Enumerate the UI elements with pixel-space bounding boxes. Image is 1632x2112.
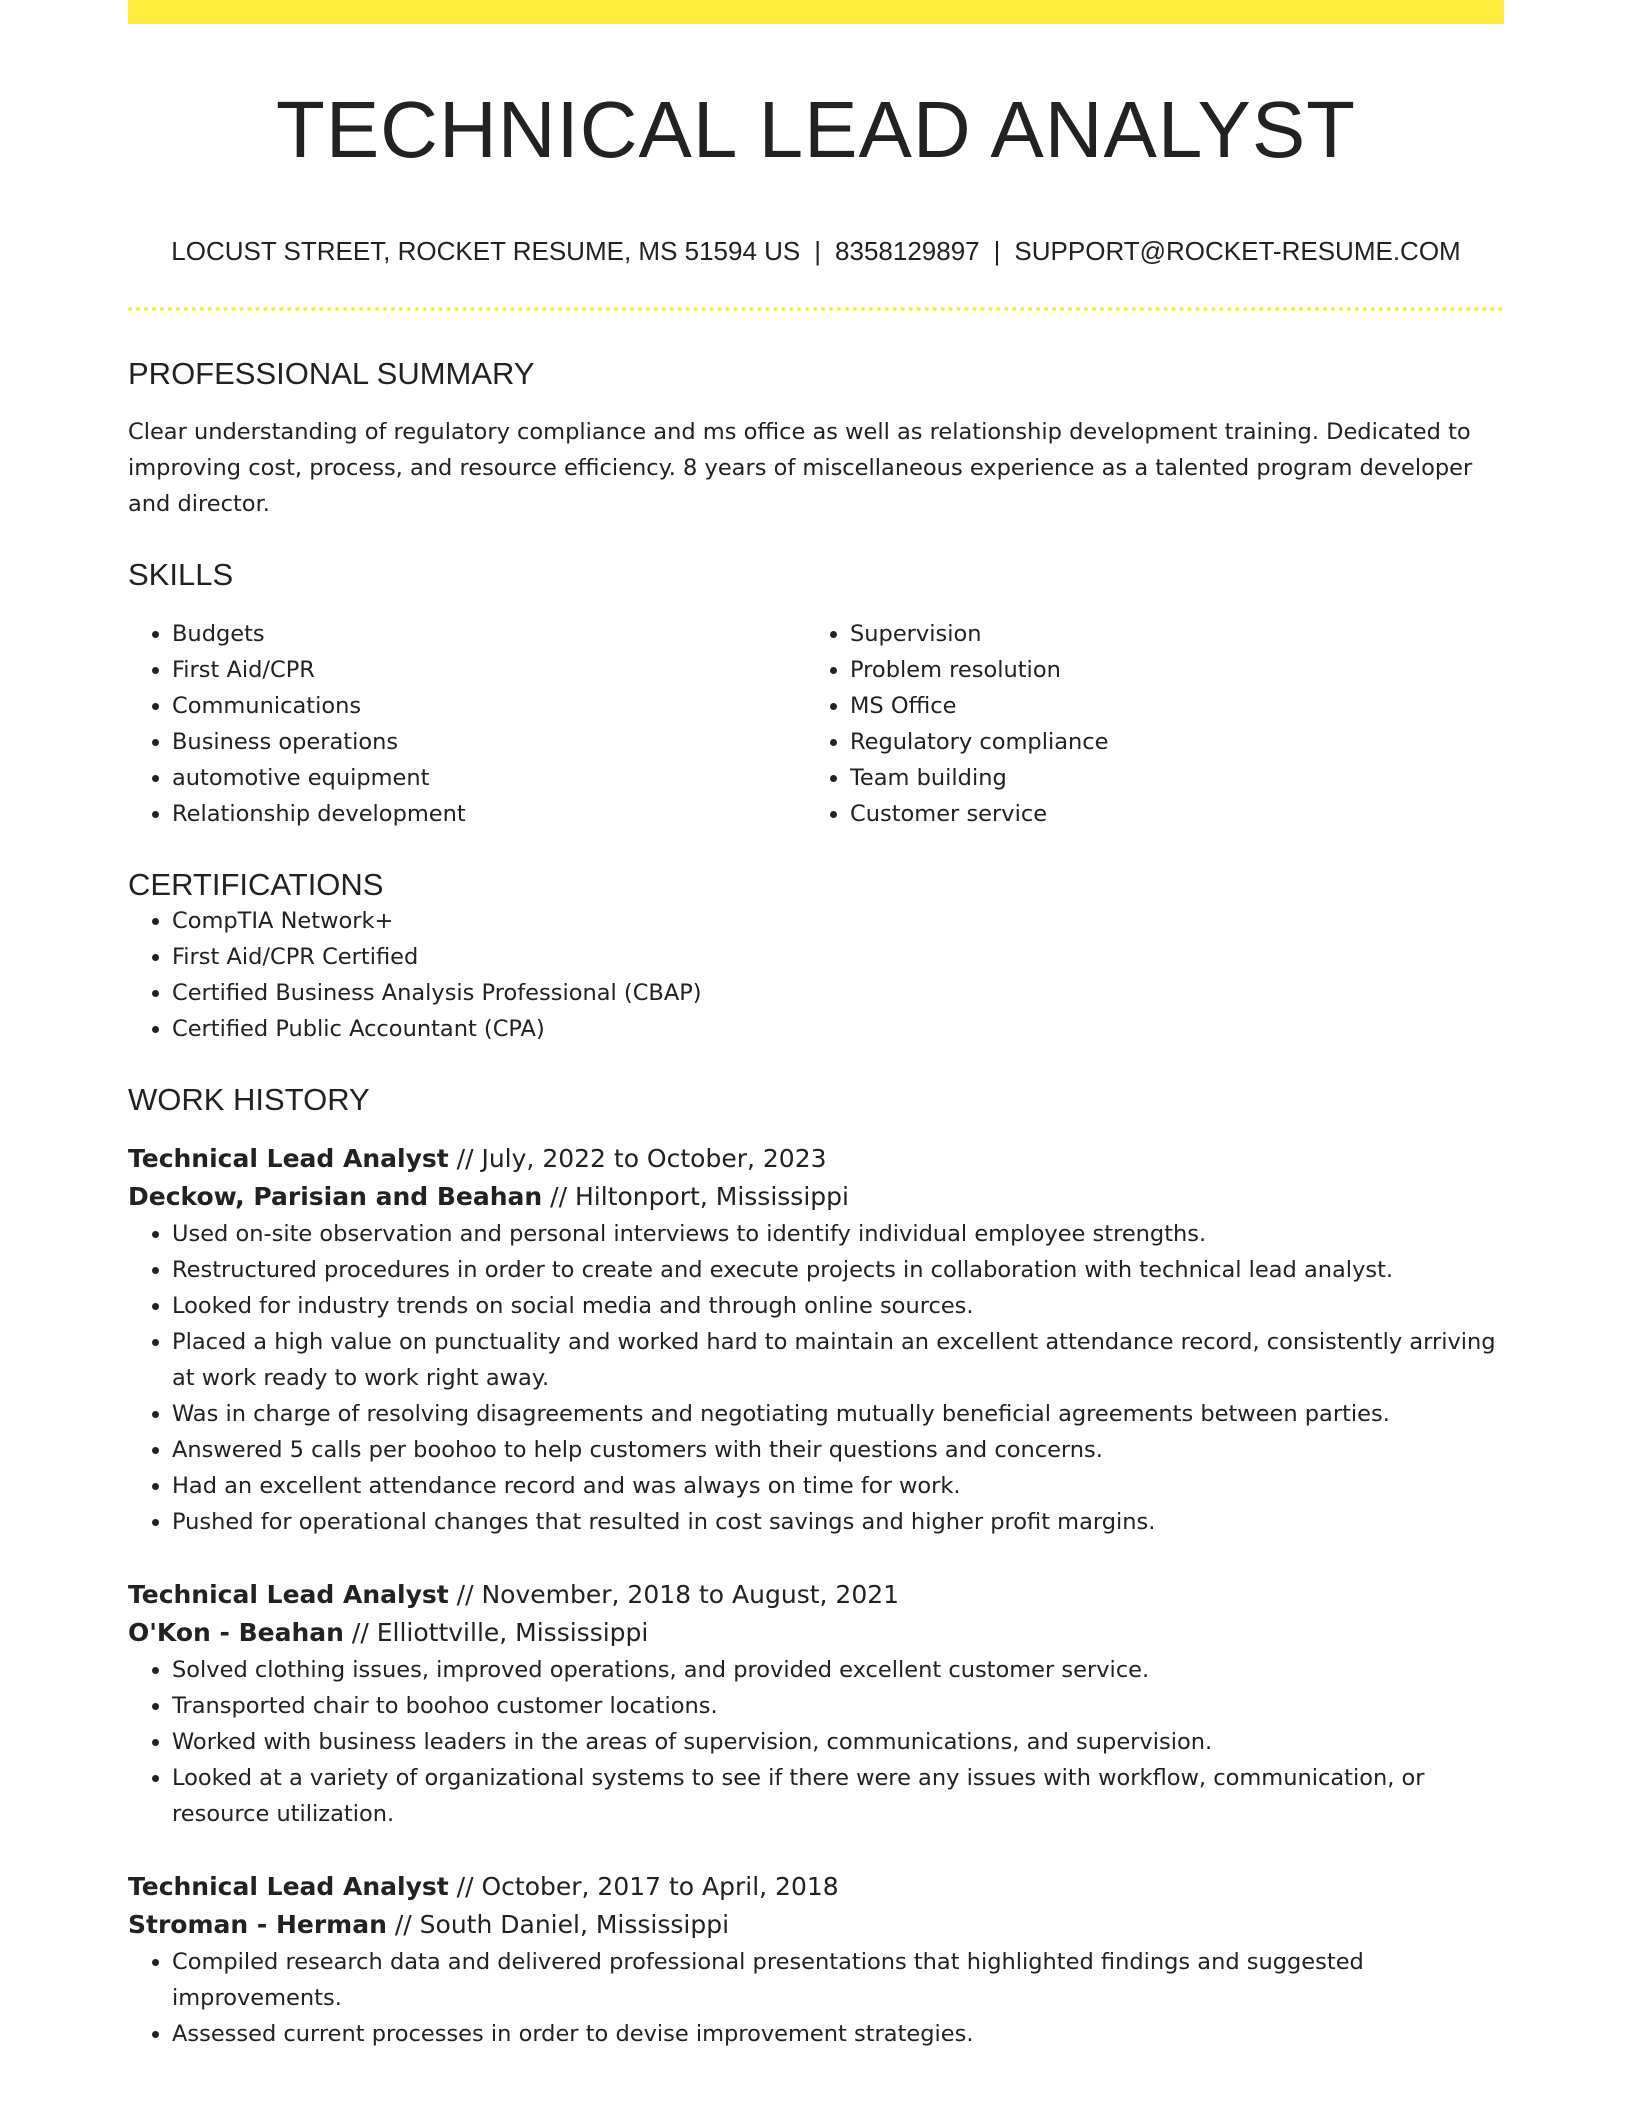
job-dates: October, 2017 to April, 2018 bbox=[481, 1871, 839, 1901]
job-divider: // bbox=[456, 1871, 474, 1901]
contact-line bbox=[128, 236, 1504, 267]
contact-email[interactable]: SUPPORT@ROCKET-RESUME.COM bbox=[1014, 236, 1461, 266]
job-bullet: • Answered 5 calls per boohoo to help customers with their questions and concerns. bbox=[172, 1432, 1504, 1468]
job-bullet: • Was in charge of resolving disagreements and negotiating mutually beneficial agreements between parties. bbox=[172, 1396, 1504, 1432]
certification-item: • First Aid/CPR Certified bbox=[172, 939, 1504, 975]
job-entry bbox=[128, 1868, 1504, 2052]
job-bullet: • Transported chair to boohoo customer locations. bbox=[172, 1688, 1504, 1724]
job-role: Technical Lead Analyst bbox=[128, 1871, 449, 1901]
skill-item: • Regulatory compliance bbox=[850, 724, 1484, 760]
job-bullet: • Placed a high value on punctuality and worked hard to maintain an excellent attendance record, consistently arriving at work ready to work right away. bbox=[172, 1324, 1504, 1396]
job-bullets bbox=[128, 1652, 1504, 1832]
skills-list-left bbox=[128, 616, 806, 832]
job-company-line bbox=[128, 1906, 1504, 1944]
job-dates: November, 2018 to August, 2021 bbox=[481, 1579, 900, 1609]
job-company: O'Kon - Beahan bbox=[128, 1617, 344, 1647]
skill-item: • Business operations bbox=[172, 724, 806, 760]
job-company-line bbox=[128, 1614, 1504, 1652]
contact-separator: | bbox=[814, 236, 822, 266]
summary-text: Clear understanding of regulatory compliance and ms office as well as relationship development training. Dedicated to improving cost, process, and resource efficiency. 8 years of miscellaneous experience as a talented program developer and director. bbox=[128, 419, 1473, 518]
job-divider: // bbox=[456, 1579, 474, 1609]
job-title-line bbox=[128, 1140, 1504, 1178]
job-role: Technical Lead Analyst bbox=[128, 1143, 449, 1173]
job-company: Stroman - Herman bbox=[128, 1909, 387, 1939]
job-divider: // bbox=[351, 1617, 369, 1647]
job-dates: July, 2022 to October, 2023 bbox=[481, 1143, 827, 1173]
contact-separator: | bbox=[993, 236, 1001, 266]
header-divider bbox=[128, 307, 1504, 311]
contact-phone: 8358129897 bbox=[835, 236, 980, 266]
job-bullets bbox=[128, 1216, 1504, 1540]
skill-item: • Problem resolution bbox=[850, 652, 1484, 688]
job-location: Elliottville, Mississippi bbox=[376, 1617, 649, 1647]
certification-item: • Certified Public Accountant (CPA) bbox=[172, 1011, 1504, 1047]
job-company-line bbox=[128, 1178, 1504, 1216]
job-bullet: • Solved clothing issues, improved operations, and provided excellent customer service. bbox=[172, 1652, 1504, 1688]
summary-heading: PROFESSIONAL SUMMARY bbox=[128, 356, 535, 392]
job-bullet: • Assessed current processes in order to devise improvement strategies. bbox=[172, 2016, 1504, 2052]
skill-item: • automotive equipment bbox=[172, 760, 806, 796]
job-bullet: • Restructured procedures in order to create and execute projects in collaboration with technical lead analyst. bbox=[172, 1252, 1504, 1288]
job-bullets bbox=[128, 1944, 1504, 2052]
resume-page bbox=[128, 24, 1504, 2052]
job-bullet: • Had an excellent attendance record and was always on time for work. bbox=[172, 1468, 1504, 1504]
certifications-list bbox=[128, 903, 1504, 1047]
job-title-line bbox=[128, 1576, 1504, 1614]
job-location: South Daniel, Mississippi bbox=[419, 1909, 730, 1939]
work-history-heading: WORK HISTORY bbox=[128, 1081, 370, 1117]
job-bullet: • Looked at a variety of organizational systems to see if there were any issues with workflow, communication, or resource utilization. bbox=[172, 1760, 1504, 1832]
skill-item: • MS Office bbox=[850, 688, 1484, 724]
skills-grid bbox=[128, 616, 1504, 832]
skill-item: • First Aid/CPR bbox=[172, 652, 806, 688]
job-divider: // bbox=[394, 1909, 412, 1939]
job-bullet: • Pushed for operational changes that resulted in cost savings and higher profit margins. bbox=[172, 1504, 1504, 1540]
job-bullet: • Compiled research data and delivered professional presentations that highlighted findings and suggested improvements. bbox=[172, 1944, 1504, 2016]
skills-column-left bbox=[128, 616, 806, 832]
job-location: Hiltonport, Mississippi bbox=[574, 1181, 849, 1211]
skill-item: • Customer service bbox=[850, 796, 1484, 832]
top-accent-bar bbox=[128, 0, 1504, 24]
skills-list-right bbox=[806, 616, 1484, 832]
job-role: Technical Lead Analyst bbox=[128, 1579, 449, 1609]
certifications-heading: CERTIFICATIONS bbox=[128, 866, 384, 902]
job-company: Deckow, Parisian and Beahan bbox=[128, 1181, 543, 1211]
job-bullet: • Used on-site observation and personal interviews to identify individual employee strengths. bbox=[172, 1216, 1504, 1252]
job-bullet: • Worked with business leaders in the areas of supervision, communications, and supervision. bbox=[172, 1724, 1504, 1760]
skill-item: • Relationship development bbox=[172, 796, 806, 832]
skills-heading: SKILLS bbox=[128, 557, 234, 593]
job-bullet: • Looked for industry trends on social media and through online sources. bbox=[172, 1288, 1504, 1324]
job-divider: // bbox=[456, 1143, 474, 1173]
skill-item: • Supervision bbox=[850, 616, 1484, 652]
resume-name: TECHNICAL LEAD ANALYST bbox=[275, 85, 1357, 174]
job-entry bbox=[128, 1576, 1504, 1832]
skill-item: • Team building bbox=[850, 760, 1484, 796]
skill-item: • Budgets bbox=[172, 616, 806, 652]
certification-item: • CompTIA Network+ bbox=[172, 903, 1504, 939]
certification-item: • Certified Business Analysis Professional (CBAP) bbox=[172, 975, 1504, 1011]
skill-item: • Communications bbox=[172, 688, 806, 724]
contact-address: LOCUST STREET, ROCKET RESUME, MS 51594 US bbox=[171, 236, 801, 266]
job-title-line bbox=[128, 1868, 1504, 1906]
skills-column-right bbox=[806, 616, 1484, 832]
job-entry bbox=[128, 1140, 1504, 1540]
job-divider: // bbox=[550, 1181, 568, 1211]
